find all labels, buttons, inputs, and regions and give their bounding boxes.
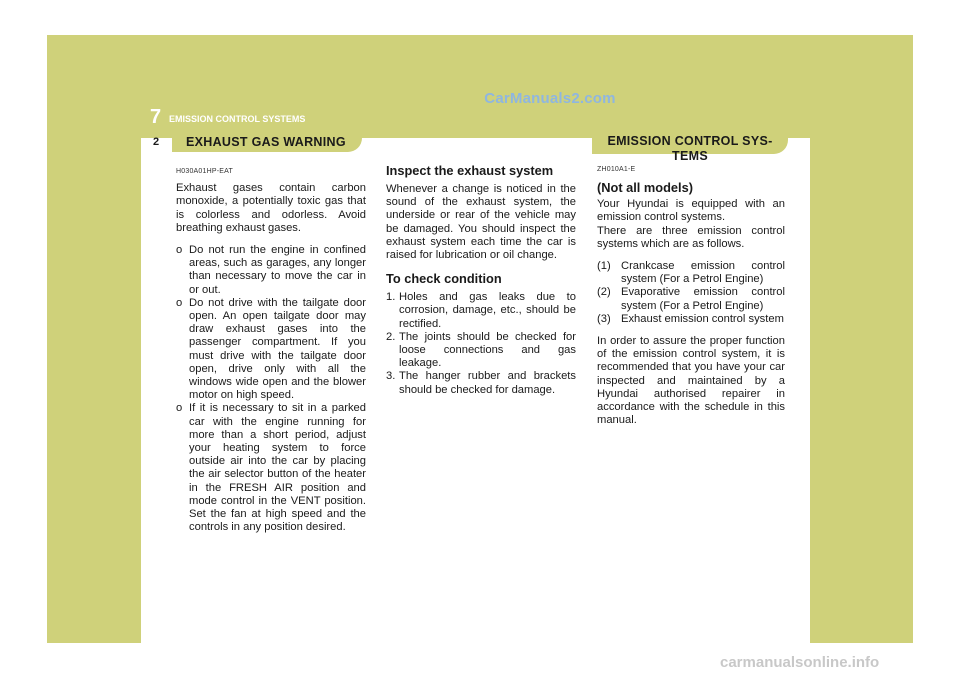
right-column xyxy=(597,163,785,427)
section-heading-emission-control-systems: EMISSION CONTROL SYS- TEMS xyxy=(607,134,773,163)
list-item: (1) Crankcase emission control system (For a Petrol Engine) xyxy=(597,260,785,286)
watermark-bottom[interactable]: carmanualsonline.info xyxy=(720,654,880,671)
left-column xyxy=(176,165,366,534)
watermark-top[interactable]: CarManuals2.com xyxy=(484,90,616,107)
closing-paragraph: In order to assure the proper function of the emission control system, it is recommended that you have your car inspected and maintained by a Hyundai authorised repairer in accordance with the schedule in this manual. xyxy=(597,335,785,427)
section-heading-exhaust-gas-warning: EXHAUST GAS WARNING xyxy=(186,135,346,149)
chapter-number: 7 xyxy=(150,106,162,128)
list-item: 3. The hanger rubber and brackets should be checked for damage. xyxy=(386,370,576,396)
list-item: o Do not drive with the tailgate door open. An open tailgate door may draw exhaust gases into the passenger compartment. If you must drive with the tailgate door open, drive only with all the windows wide open and the blower motor on high speed. xyxy=(176,296,366,402)
intro-paragraph: Exhaust gases contain carbon monoxide, a potentially toxic gas that is colorless and odorless. Avoid breathing exhaust gases. xyxy=(176,182,366,234)
list-item: o If it is necessary to sit in a parked car with the engine running for more than a short period, adjust your heating system to force outside air into the car by placing the air selector button of the heater in the FRESH AIR position and mode control in the VENT position. Set the fan at high speed and the controls in any position desired. xyxy=(176,402,366,534)
page-number: 2 xyxy=(153,136,160,148)
check-heading: To check condition xyxy=(386,271,502,287)
section-code: ZH010A1-E xyxy=(597,166,636,173)
list-item: 1. Holes and gas leaks due to corrosion, damage, etc., should be rectified. xyxy=(386,291,576,330)
list-item: o Do not run the engine in confined areas, such as garages, any longer than necessary to move the car in or out. xyxy=(176,244,366,296)
list-item: 2. The joints should be checked for loose connections and gas leakage. xyxy=(386,330,576,370)
inspect-paragraph: Whenever a change is noticed in the sound of the exhaust system, the underside or rear of the vehicle may be damaged. You should inspect the exhaust system each time the car is raised for lubrication or oil change. xyxy=(386,183,576,262)
list-item: (2) Evaporative emission control system (For a Petrol Engine) xyxy=(597,286,785,312)
middle-column xyxy=(386,163,576,397)
list-item: (3) Exhaust emission control system xyxy=(597,312,784,325)
section-code: H030A01HP-EAT xyxy=(176,168,233,175)
models-subheading: (Not all models) xyxy=(597,180,693,196)
inspect-heading: Inspect the exhaust system xyxy=(386,163,554,178)
intro-paragraph: There are three emission control systems which are as follows. xyxy=(597,224,785,250)
intro-paragraph: Your Hyundai is equipped with an emission control systems. xyxy=(597,198,785,224)
chapter-title: EMISSION CONTROL SYSTEMS xyxy=(169,114,306,124)
